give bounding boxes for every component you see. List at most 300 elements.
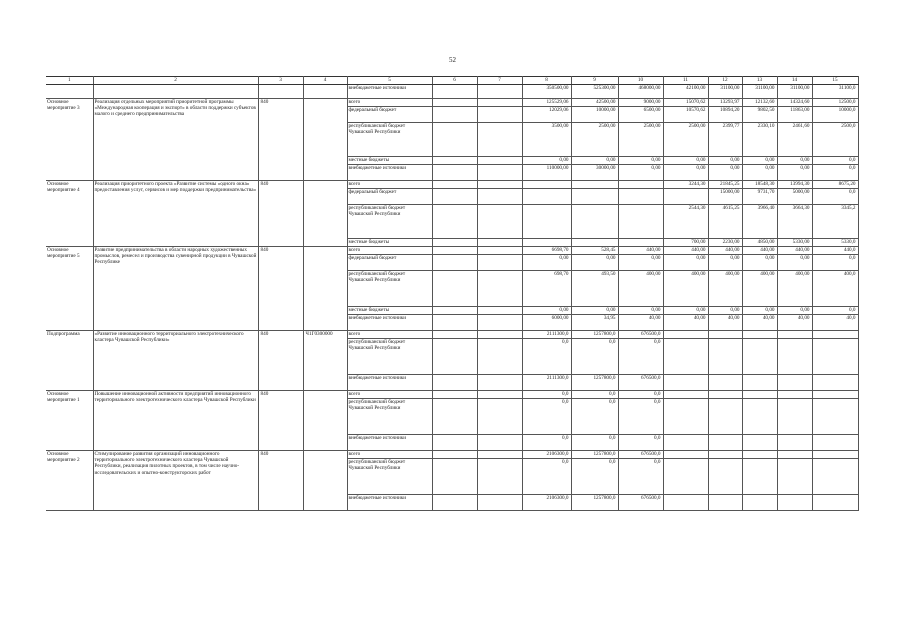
empty-cell <box>477 315 522 331</box>
amount-cell: 400,00 <box>618 271 663 307</box>
empty-cell <box>477 255 522 271</box>
empty-cell <box>432 435 477 451</box>
empty-cell <box>477 399 522 435</box>
amount-cell: 0,00 <box>618 165 663 181</box>
amount-cell <box>708 459 742 495</box>
amount-cell <box>708 339 742 375</box>
amount-cell: 0,0 <box>522 391 571 399</box>
empty-cell <box>432 495 477 511</box>
amount-cell: 0,0 <box>571 339 618 375</box>
amount-cell <box>663 399 708 435</box>
amount-cell: 0,00 <box>571 157 618 165</box>
amount-cell <box>522 239 571 247</box>
table-row <box>46 451 858 459</box>
amount-cell: 440,00 <box>742 247 777 255</box>
empty-cell <box>432 247 477 255</box>
amount-cell: 0,00 <box>777 255 812 271</box>
amount-cell: 10894,20 <box>708 107 742 123</box>
amount-cell <box>618 189 663 205</box>
column-number-cell: 2 <box>93 77 258 85</box>
column-number-cell: 10 <box>618 77 663 85</box>
amount-cell: 42100,00 <box>663 85 708 99</box>
column-number-cell: 11 <box>663 77 708 85</box>
column-number-cell: 8 <box>522 77 571 85</box>
funding-source-cell: внебюджетные источники <box>347 375 432 391</box>
amount-cell: 31100,00 <box>742 85 777 99</box>
page-number: 52 <box>449 56 456 64</box>
budget-code-cell <box>303 85 347 99</box>
amount-cell: 0,00 <box>663 165 708 181</box>
funding-source-cell: федеральный бюджет <box>347 189 432 205</box>
amount-cell: 21845,25 <box>708 181 742 189</box>
empty-cell <box>432 205 477 239</box>
empty-cell <box>432 391 477 399</box>
amount-cell <box>618 239 663 247</box>
responsible-code-cell: 840 <box>258 391 303 451</box>
amount-cell <box>663 189 708 205</box>
amount-cell <box>812 339 858 375</box>
amount-cell: 110000,00 <box>522 165 571 181</box>
amount-cell: 2111300,0 <box>522 331 571 339</box>
amount-cell: 0,0 <box>522 339 571 375</box>
responsible-code-cell <box>258 85 303 99</box>
measure-name-cell: Основное мероприятие 2 <box>46 451 93 511</box>
amount-cell <box>812 375 858 391</box>
amount-cell <box>777 375 812 391</box>
amount-cell <box>777 339 812 375</box>
amount-cell: 13994,30 <box>777 181 812 189</box>
empty-cell <box>477 271 522 307</box>
empty-cell <box>432 181 477 189</box>
amount-cell: 8675,20 <box>812 181 858 189</box>
measure-name-cell <box>46 85 93 99</box>
funding-source-cell: всего <box>347 391 432 399</box>
empty-cell <box>432 85 477 99</box>
amount-cell <box>812 399 858 435</box>
amount-cell: 0,00 <box>663 307 708 315</box>
responsible-code-cell: 840 <box>258 331 303 391</box>
amount-cell: 30000,00 <box>571 165 618 181</box>
measure-description-cell: Реализация отдельных мероприятий приоритетной программы «Международная кооперация и экспорт» в области поддержки субъектов малого и среднего предпринимательства <box>93 99 258 181</box>
amount-cell: 400,00 <box>663 271 708 307</box>
amount-cell: 2500,00 <box>663 123 708 157</box>
amount-cell: 18548,30 <box>742 181 777 189</box>
amount-cell <box>618 205 663 239</box>
funding-source-cell: республиканский бюджет Чувашской Республики <box>347 459 432 495</box>
amount-cell <box>742 399 777 435</box>
amount-cell: 400,00 <box>742 271 777 307</box>
empty-cell <box>432 375 477 391</box>
amount-cell: 40,00 <box>618 315 663 331</box>
amount-cell: 0,0 <box>522 399 571 435</box>
empty-cell <box>432 255 477 271</box>
empty-cell <box>432 459 477 495</box>
measure-description-cell: Реализация приоритетного проекта «Развитие системы «одного окна» предоставления услуг, сервисов и мер поддержки предпринимательства» <box>93 181 258 247</box>
column-number-cell: 4 <box>303 77 347 85</box>
measure-description-cell: Развитие предпринимательства в области народных художественных промыслов, ремесел и производства сувенирной продукции в Чувашской Республике <box>93 247 258 331</box>
empty-cell <box>477 459 522 495</box>
amount-cell <box>742 391 777 399</box>
amount-cell: 0,00 <box>742 165 777 181</box>
amount-cell <box>522 189 571 205</box>
amount-cell: 3345,2 <box>812 205 858 239</box>
amount-cell: 1257800,0 <box>571 451 618 459</box>
amount-cell <box>708 399 742 435</box>
funding-source-cell: федеральный бюджет <box>347 255 432 271</box>
amount-cell: 1257800,0 <box>571 375 618 391</box>
measure-name-cell: Основное мероприятие 5 <box>46 247 93 331</box>
amount-cell <box>742 375 777 391</box>
funding-source-cell: всего <box>347 331 432 339</box>
funding-source-cell: внебюджетные источники <box>347 315 432 331</box>
empty-cell <box>432 189 477 205</box>
empty-cell <box>432 271 477 307</box>
amount-cell: 2500,0 <box>812 123 858 157</box>
empty-cell <box>432 451 477 459</box>
amount-cell <box>812 435 858 451</box>
empty-cell <box>477 451 522 459</box>
amount-cell <box>708 435 742 451</box>
amount-cell: 698,70 <box>522 271 571 307</box>
amount-cell: 528,45 <box>571 247 618 255</box>
amount-cell: 0,00 <box>522 307 571 315</box>
amount-cell: 400,00 <box>777 271 812 307</box>
column-number-cell: 12 <box>708 77 742 85</box>
amount-cell: 0,00 <box>522 157 571 165</box>
amount-cell: 0,0 <box>812 307 858 315</box>
responsible-code-cell: 840 <box>258 181 303 247</box>
amount-cell: 15000,00 <box>708 189 742 205</box>
amount-cell: 6698,70 <box>522 247 571 255</box>
table-row <box>46 85 858 99</box>
measure-name-cell: Основное мероприятие 3 <box>46 99 93 181</box>
empty-cell <box>477 205 522 239</box>
table-header-row <box>46 77 858 85</box>
budget-table <box>46 76 859 511</box>
amount-cell: 2106300,0 <box>522 495 571 511</box>
empty-cell <box>477 495 522 511</box>
amount-cell: 15070,62 <box>663 99 708 107</box>
amount-cell: 0,0 <box>618 399 663 435</box>
amount-cell: 10570,62 <box>663 107 708 123</box>
responsible-code-cell: 840 <box>258 247 303 331</box>
amount-cell: 6000,00 <box>522 315 571 331</box>
funding-source-cell: всего <box>347 247 432 255</box>
column-number-cell: 5 <box>347 77 432 85</box>
amount-cell: 0,00 <box>708 165 742 181</box>
amount-cell: 2399,77 <box>708 123 742 157</box>
amount-cell <box>812 391 858 399</box>
column-number-cell: 15 <box>812 77 858 85</box>
amount-cell: 0,00 <box>742 157 777 165</box>
amount-cell: 0,00 <box>571 255 618 271</box>
amount-cell: 493,50 <box>571 271 618 307</box>
empty-cell <box>432 239 477 247</box>
amount-cell <box>777 435 812 451</box>
amount-cell <box>663 451 708 459</box>
amount-cell: 676500,0 <box>618 375 663 391</box>
empty-cell <box>432 157 477 165</box>
empty-cell <box>477 339 522 375</box>
empty-cell <box>432 307 477 315</box>
responsible-code-cell: 840 <box>258 451 303 511</box>
empty-cell <box>477 239 522 247</box>
empty-cell <box>432 331 477 339</box>
amount-cell: 40,00 <box>742 315 777 331</box>
amount-cell: 0,00 <box>708 255 742 271</box>
amount-cell: 5330,0 <box>812 239 858 247</box>
amount-cell <box>777 331 812 339</box>
amount-cell: 2111300,0 <box>522 375 571 391</box>
amount-cell <box>571 189 618 205</box>
amount-cell: 40,0 <box>812 315 858 331</box>
amount-cell <box>812 451 858 459</box>
amount-cell: 440,00 <box>777 247 812 255</box>
amount-cell <box>742 435 777 451</box>
amount-cell: 440,00 <box>663 247 708 255</box>
column-number-cell: 14 <box>777 77 812 85</box>
amount-cell: 10000,00 <box>571 107 618 123</box>
amount-cell <box>663 495 708 511</box>
funding-source-cell: всего <box>347 451 432 459</box>
funding-source-cell: внебюджетные источники <box>347 495 432 511</box>
funding-source-cell: всего <box>347 99 432 107</box>
empty-cell <box>477 307 522 315</box>
amount-cell: 676500,0 <box>618 451 663 459</box>
table-row <box>46 99 858 107</box>
amount-cell: 0,0 <box>618 435 663 451</box>
amount-cell <box>663 375 708 391</box>
empty-cell <box>477 99 522 107</box>
amount-cell <box>777 495 812 511</box>
amount-cell: 2461,60 <box>777 123 812 157</box>
measure-name-cell: Подпрограмма <box>46 331 93 391</box>
funding-source-cell: республиканский бюджет Чувашской Республики <box>347 339 432 375</box>
amount-cell: 40,00 <box>708 315 742 331</box>
column-number-cell: 13 <box>742 77 777 85</box>
amount-cell: 3664,30 <box>777 205 812 239</box>
amount-cell: 700,00 <box>663 239 708 247</box>
amount-cell: 9731,70 <box>742 189 777 205</box>
column-number-cell: 1 <box>46 77 93 85</box>
amount-cell: 0,00 <box>663 255 708 271</box>
amount-cell <box>742 331 777 339</box>
amount-cell: 0,00 <box>663 157 708 165</box>
amount-cell: 0,00 <box>742 255 777 271</box>
measure-description-cell: Стимулирование развития организаций инновационного территориального электротехнического кластера Чувашской Республики, реализация пилотных проектов, в том числе научно-исследовательских и опытно-конструкторских работ <box>93 451 258 511</box>
amount-cell: 2230,00 <box>708 239 742 247</box>
amount-cell: 0,00 <box>708 157 742 165</box>
funding-source-cell: всего <box>347 181 432 189</box>
amount-cell: 0,00 <box>777 157 812 165</box>
amount-cell: 676500,0 <box>618 331 663 339</box>
amount-cell: 0,00 <box>522 255 571 271</box>
table-row <box>46 331 858 339</box>
amount-cell: 6500,00 <box>618 107 663 123</box>
amount-cell <box>663 331 708 339</box>
budget-code-cell <box>303 451 347 511</box>
budget-code-cell <box>303 391 347 451</box>
amount-cell: 525300,00 <box>571 85 618 99</box>
amount-cell <box>571 181 618 189</box>
amount-cell: 40,00 <box>663 315 708 331</box>
amount-cell: 31100,00 <box>708 85 742 99</box>
amount-cell <box>777 391 812 399</box>
empty-cell <box>432 339 477 375</box>
amount-cell: 4615,25 <box>708 205 742 239</box>
budget-code-cell: Ч1Г0300000 <box>303 331 347 391</box>
amount-cell: 13293,97 <box>708 99 742 107</box>
empty-cell <box>432 315 477 331</box>
amount-cell <box>812 331 858 339</box>
table-row <box>46 181 858 189</box>
empty-cell <box>477 85 522 99</box>
amount-cell: 0,00 <box>742 307 777 315</box>
amount-cell <box>663 435 708 451</box>
amount-cell: 3966,40 <box>742 205 777 239</box>
column-number-cell: 3 <box>258 77 303 85</box>
amount-cell <box>742 459 777 495</box>
amount-cell <box>571 239 618 247</box>
measure-description-cell: Повышение инновационной активности предприятий инновационного территориального электротехнического кластера Чувашской Республики <box>93 391 258 451</box>
funding-source-cell: федеральный бюджет <box>347 107 432 123</box>
amount-cell: 31100,00 <box>777 85 812 99</box>
empty-cell <box>477 247 522 255</box>
amount-cell: 0,00 <box>777 307 812 315</box>
funding-source-cell: внебюджетные источники <box>347 85 432 99</box>
empty-cell <box>477 375 522 391</box>
empty-cell <box>477 107 522 123</box>
amount-cell <box>708 451 742 459</box>
amount-cell: 9000,00 <box>618 99 663 107</box>
amount-cell: 350500,00 <box>522 85 571 99</box>
amount-cell: 440,00 <box>618 247 663 255</box>
empty-cell <box>477 157 522 165</box>
amount-cell: 2500,00 <box>618 123 663 157</box>
amount-cell <box>742 339 777 375</box>
amount-cell: 9802,50 <box>742 107 777 123</box>
funding-source-cell: республиканский бюджет Чувашской Республики <box>347 271 432 307</box>
amount-cell: 0,0 <box>522 435 571 451</box>
empty-cell <box>432 165 477 181</box>
amount-cell: 10000,0 <box>812 107 858 123</box>
column-number-cell: 9 <box>571 77 618 85</box>
amount-cell <box>663 459 708 495</box>
empty-cell <box>477 331 522 339</box>
amount-cell: 4850,00 <box>742 239 777 247</box>
amount-cell: 14324,60 <box>777 99 812 107</box>
funding-source-cell: республиканский бюджет Чувашской Республики <box>347 123 432 157</box>
amount-cell: 0,0 <box>571 435 618 451</box>
funding-source-cell: республиканский бюджет Чувашской Республики <box>347 399 432 435</box>
amount-cell: 2544,30 <box>663 205 708 239</box>
budget-code-cell <box>303 99 347 181</box>
amount-cell: 0,0 <box>618 459 663 495</box>
amount-cell: 125529,06 <box>522 99 571 107</box>
amount-cell: 440,0 <box>812 247 858 255</box>
amount-cell: 5330,00 <box>777 239 812 247</box>
amount-cell: 400,00 <box>708 271 742 307</box>
amount-cell <box>742 495 777 511</box>
amount-cell: 0,00 <box>618 307 663 315</box>
amount-cell: 12500,0 <box>812 99 858 107</box>
amount-cell: 5000,00 <box>777 189 812 205</box>
amount-cell: 34,95 <box>571 315 618 331</box>
amount-cell: 0,00 <box>571 307 618 315</box>
amount-cell: 0,0 <box>571 391 618 399</box>
amount-cell <box>777 451 812 459</box>
empty-cell <box>477 189 522 205</box>
budget-code-cell <box>303 181 347 247</box>
amount-cell: 0,0 <box>812 189 858 205</box>
amount-cell: 2330,10 <box>742 123 777 157</box>
amount-cell: 0,0 <box>522 459 571 495</box>
amount-cell: 0,0 <box>812 165 858 181</box>
amount-cell <box>742 451 777 459</box>
measure-description-cell <box>93 85 258 99</box>
amount-cell <box>708 331 742 339</box>
amount-cell: 40,00 <box>777 315 812 331</box>
amount-cell: 468000,00 <box>618 85 663 99</box>
amount-cell <box>708 495 742 511</box>
amount-cell <box>777 459 812 495</box>
amount-cell <box>522 181 571 189</box>
funding-source-cell: республиканский бюджет Чувашской Республики <box>347 205 432 239</box>
empty-cell <box>477 181 522 189</box>
amount-cell: 2106300,0 <box>522 451 571 459</box>
empty-cell <box>477 435 522 451</box>
amount-cell <box>708 375 742 391</box>
amount-cell <box>618 181 663 189</box>
amount-cell <box>708 391 742 399</box>
empty-cell <box>432 107 477 123</box>
funding-source-cell: внебюджетные источники <box>347 435 432 451</box>
funding-source-cell: местные бюджеты <box>347 239 432 247</box>
amount-cell <box>663 339 708 375</box>
amount-cell: 12029,06 <box>522 107 571 123</box>
amount-cell: 676500,0 <box>618 495 663 511</box>
amount-cell: 0,0 <box>618 391 663 399</box>
empty-cell <box>477 123 522 157</box>
empty-cell <box>477 165 522 181</box>
measure-description-cell: «Развитие инновационного территориального электротехнического кластера Чувашской Республики» <box>93 331 258 391</box>
amount-cell: 2500,00 <box>571 123 618 157</box>
amount-cell: 0,00 <box>618 255 663 271</box>
amount-cell: 0,00 <box>777 165 812 181</box>
responsible-code-cell: 840 <box>258 99 303 181</box>
column-number-cell: 6 <box>432 77 477 85</box>
amount-cell: 42500,00 <box>571 99 618 107</box>
amount-cell: 0,0 <box>618 339 663 375</box>
amount-cell: 31100,0 <box>812 85 858 99</box>
empty-cell <box>477 391 522 399</box>
amount-cell <box>522 205 571 239</box>
funding-source-cell: местные бюджеты <box>347 307 432 315</box>
amount-cell: 11863,00 <box>777 107 812 123</box>
amount-cell: 0,0 <box>571 459 618 495</box>
amount-cell: 0,0 <box>571 399 618 435</box>
amount-cell: 0,00 <box>708 307 742 315</box>
empty-cell <box>432 123 477 157</box>
table-row <box>46 247 858 255</box>
amount-cell: 440,00 <box>708 247 742 255</box>
amount-cell <box>571 205 618 239</box>
amount-cell <box>777 399 812 435</box>
amount-cell: 400,0 <box>812 271 858 307</box>
amount-cell: 0,0 <box>812 255 858 271</box>
measure-name-cell: Основное мероприятие 1 <box>46 391 93 451</box>
empty-cell <box>432 399 477 435</box>
